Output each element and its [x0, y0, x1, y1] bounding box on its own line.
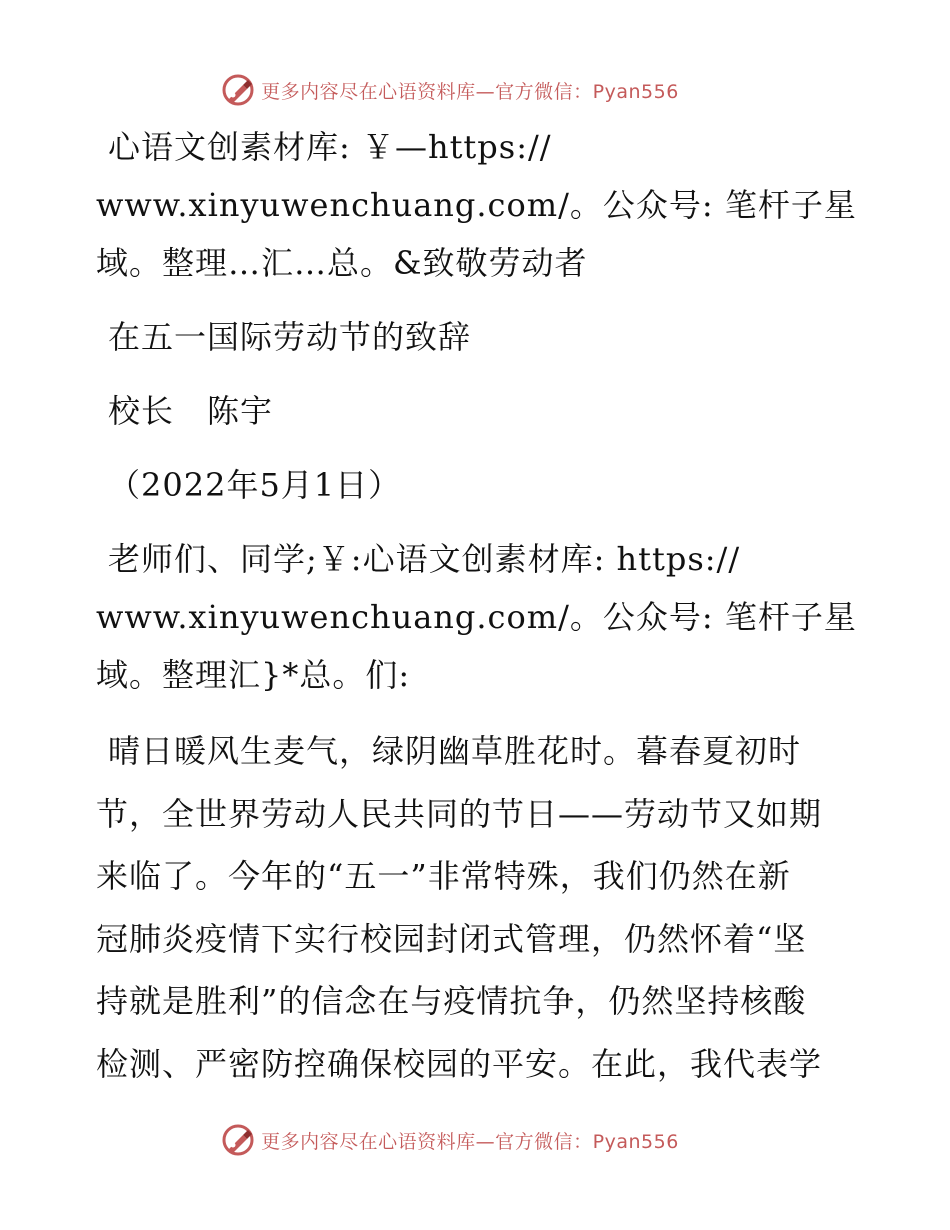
intro-line: www.xinyuwenchuang.com/。公众号: 笔杆子星 — [96, 186, 857, 224]
body-line: 持就是胜利”的信念在与疫情抗争，仍然坚持核酸 — [96, 982, 807, 1020]
banner-text: 更多内容尽在心语资料库—官方微信：Pyan556 — [261, 1130, 679, 1153]
body-line: 晴日暖风生麦气，绿阴幽草胜花时。暮春夏初时 — [108, 732, 802, 770]
intro-line: 域。整理…汇…总。&致敬劳动者 — [96, 244, 588, 282]
greeting-line: 域。整理汇}*总。们: — [96, 656, 411, 694]
body-line: 冠肺炎疫情下实行校园封闭式管理，仍然怀着“坚 — [96, 919, 807, 958]
document-body — [96, 118, 856, 1095]
body-paragraph — [96, 720, 856, 1095]
pen-logo-icon — [221, 73, 255, 107]
header-banner — [0, 70, 950, 110]
speech-author: 校长 陈宇 — [108, 392, 274, 430]
body-line: 检测、严密防控确保校园的平安。在此，我代表学 — [96, 1044, 823, 1083]
banner-text: 更多内容尽在心语资料库—官方微信：Pyan556 — [261, 80, 679, 103]
intro-line: 心语文创素材库: ￥—https:// — [108, 128, 552, 166]
speech-title: 在五一国际劳动节的致辞 — [108, 318, 472, 356]
greeting-line: www.xinyuwenchuang.com/。公众号: 笔杆子星 — [96, 598, 857, 636]
pen-logo-icon — [221, 1123, 255, 1157]
body-line: 来临了。今年的“五一”非常特殊，我们仍然在新 — [96, 857, 791, 895]
greeting-line: 老师们、同学;￥:心语文创素材库: https:// — [108, 540, 741, 578]
speech-date: （2022年5月1日） — [108, 466, 402, 504]
footer-banner — [0, 1120, 950, 1160]
body-line: 节，全世界劳动人民共同的节日——劳动节又如期 — [96, 794, 823, 833]
